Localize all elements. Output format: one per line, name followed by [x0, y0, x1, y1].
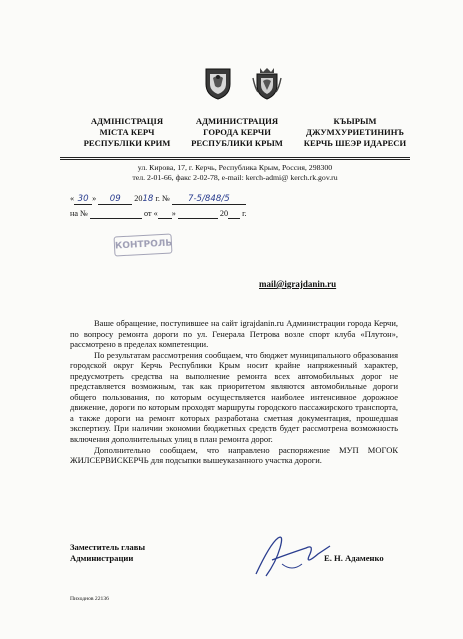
- address-line: ул. Кирова, 17, г. Керчь, Республика Крым, Россия, 298300: [137, 163, 333, 172]
- header-divider: [60, 157, 410, 158]
- body-paragraph: Ваше обращение, поступившее на сайт igrajdanin.ru Администрации города Керчи, по вопросу ремонта дороги по ул. Генерала Петрова возле спорт клуба «Плутон», рассмотрено в пределах компетенции.: [70, 318, 398, 350]
- ref-day: 30: [74, 194, 92, 205]
- ref-month: 09: [98, 194, 132, 205]
- signer-title: Заместитель главы Администрации: [70, 542, 146, 563]
- header-crimean-tatar: КЪЫРЫМ ДЖУМХУРИЕТИНИНЪ КЕРЧЬ ШЕЭР ИДАРЕСИ: [303, 116, 407, 148]
- letter-body: [70, 318, 398, 466]
- header-ukrainian: АДМІНІСТРАЦІЯ МІСТА КЕРЧ РЕСПУБЛІКИ КРИМ: [83, 116, 171, 148]
- header-russian: АДМИНИСТРАЦИЯ ГОРОДА КЕРЧИ РЕСПУБЛИКИ КРЫМ: [191, 116, 283, 148]
- handwritten-signature: [248, 524, 334, 584]
- ref-number: 7-5/848/5: [172, 194, 246, 205]
- executor-note: Пиходнов 22136: [70, 596, 109, 602]
- signer-name: Е. Н. Адаменко: [324, 553, 384, 563]
- crimea-coat-of-arms-icon: [203, 66, 233, 100]
- body-paragraph: По результатам рассмотрения сообщаем, что бюджет муниципального образования городской округ Керчь Республики Крым носит крайне напряженный характер, предусмотреть средства на выполнение ремонта всех автомобильных дорог не представляется возможным, так как приоритетом являются автомобильные дороги общего пользования, по которым осуществляется наиболее интенсивное дорожное движение, дороги по которым проходят маршруты городского пассажирского транспорта, а также дороги на ремонт которых разработана сметная документация, прошедшая экспертизу. При наличии экономии бюджетных средств будет рассмотрена возможность включения дополнительных улиц в план ремонта дорог.: [70, 349, 398, 445]
- control-stamp: КОНТРОЛЬ: [114, 233, 173, 256]
- body-paragraph: Дополнительно сообщаем, что направлено распоряжение МУП МОГОК ЖИЛСЕРВИСКЕРЧЬ для подсыпки вышеуказанного участка дороги.: [70, 444, 398, 466]
- incoming-reference: на № от « » 20 г.: [70, 209, 247, 218]
- outgoing-reference: « 30 » 09 2018 г. № 7-5/848/5: [70, 194, 246, 205]
- ref-year: 18: [142, 194, 154, 204]
- kerch-coat-of-arms-icon: [252, 66, 282, 100]
- header-divider-thin: [60, 159, 410, 160]
- recipient-email: mail@igrajdanin.ru: [259, 279, 337, 289]
- phone-email-line: тел. 2-01-66, факс 2-02-78, e-mail: kerch-admi@ kerch.rk.gov.ru: [132, 173, 338, 182]
